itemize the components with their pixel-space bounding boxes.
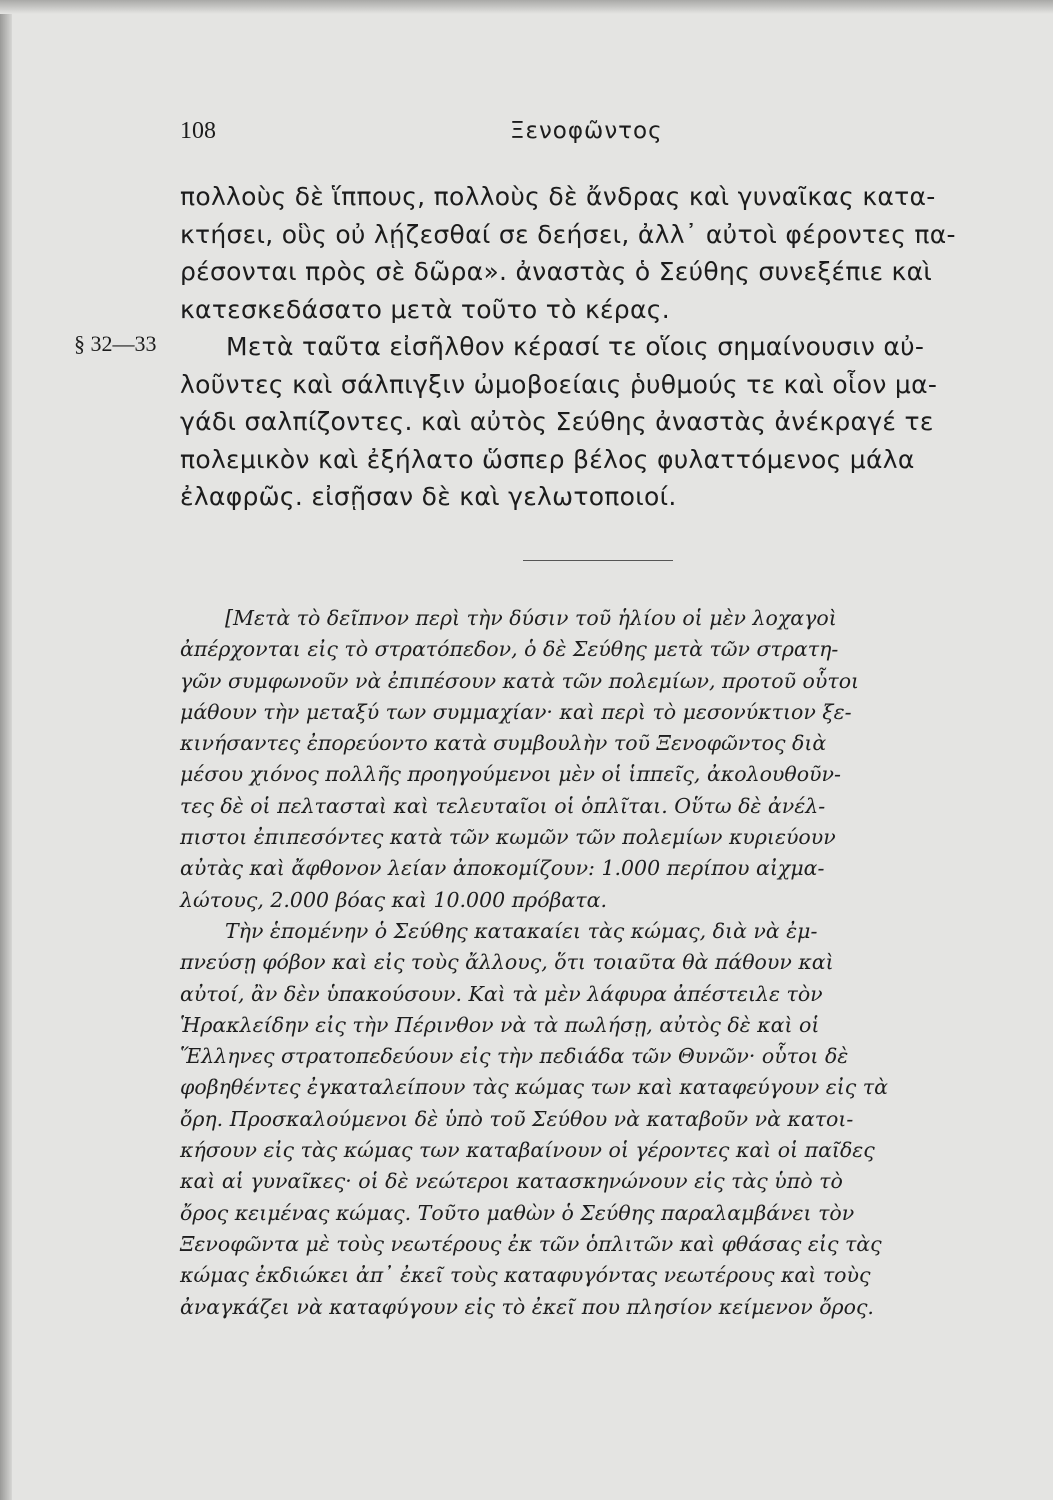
separator-rule — [523, 560, 673, 561]
translation-line: γῶν συμφωνοῦν νὰ ἐπιπέσουν κατὰ τῶν πολεμίων, προτοῦ οὗτοι — [180, 668, 860, 693]
translation-line: αὐτὰς καὶ ἄφθονον λείαν ἀποκομίζουν: 1.000 περίπου αἰχμα- — [180, 856, 825, 881]
page-header — [180, 118, 1030, 158]
translation-line: κώμας ἐκδιώκει ἀπ᾽ ἐκεῖ τοὺς καταφυγόντας νεωτέρους καὶ τοὺς — [180, 1263, 871, 1288]
translation-line: ὄρος κειμένας κώμας. Τοῦτο μαθὼν ὁ Σεύθης παραλαμβάνει τὸν — [180, 1200, 855, 1225]
greek-line: πολεμικὸν καὶ ἐξήλατο ὥσπερ βέλος φυλαττόμενος μάλα — [180, 444, 915, 474]
greek-line: κατεσκεδάσατο μετὰ τοῦτο τὸ κέρας. — [180, 294, 670, 324]
greek-line: κτήσει, οὓς οὐ λῄζεσθαί σε δεήσει, ἀλλ᾽ αὐτοὶ φέροντες πα- — [180, 219, 956, 249]
greek-line: πολλοὺς δὲ ἵππους, πολλοὺς δὲ ἄνδρας καὶ γυναῖκας κατα- — [180, 182, 936, 211]
translation-line: πιστοι ἐπιπεσόντες κατὰ τῶν κωμῶν τῶν πολεμίων κυριεύουν — [180, 825, 836, 850]
running-head: Ξενοφῶντος — [510, 118, 663, 144]
translation-line: λώτους, 2.000 βόας καὶ 10.000 πρόβατα. — [180, 887, 607, 912]
translation-line: Ἡρακλείδην εἰς τὴν Πέρινθον νὰ τὰ πωλήσῃ, αὐτὸς δὲ καὶ οἱ — [180, 1012, 820, 1037]
page-top-edge-shadow — [0, 0, 1053, 14]
translation-line: καὶ αἱ γυναῖκες· οἱ δὲ νεώτεροι κατασκηνώνουν εἰς τὰς ὑπὸ τὸ — [180, 1169, 843, 1194]
section-marker: § 32—33 — [74, 331, 157, 356]
page-number: 108 — [180, 118, 216, 144]
greek-line: γάδι σαλπίζοντες. καὶ αὐτὸς Σεύθης ἀναστὰς ἀνέκραγέ τε — [180, 407, 934, 436]
translation-text — [180, 603, 1030, 1323]
translation-line: πνεύσῃ φόβον καὶ εἰς τοὺς ἄλλους, ὅτι τοιαῦτα θὰ πάθουν καὶ — [180, 950, 834, 975]
translation-line: φοβηθέντες ἐγκαταλείπουν τὰς κώμας των καὶ καταφεύγουν εἰς τὰ — [180, 1075, 888, 1100]
translation-line: κήσουν εἰς τὰς κώμας των καταβαίνουν οἱ γέροντες καὶ οἱ παῖδες — [180, 1138, 875, 1163]
greek-line: ἐλαφρῶς. εἰσῇσαν δὲ καὶ γελωτοποιοί. — [180, 482, 677, 511]
page-left-edge-shadow — [0, 0, 12, 1500]
translation-line: Τὴν ἑπομένην ὁ Σεύθης κατακαίει τὰς κώμας, διὰ νὰ ἐμ- — [225, 918, 818, 943]
translation-line: τες δὲ οἱ πελτασταὶ καὶ τελευταῖοι οἱ ὁπλῖται. Οὕτω δὲ ἀνέλ- — [180, 793, 826, 818]
translation-line: μέσου χιόνος πολλῆς προηγούμενοι μὲν οἱ ἱππεῖς, ἀκολουθοῦν- — [180, 762, 841, 787]
translation-line: Ἕλληνες στρατοπεδεύουν εἰς τὴν πεδιάδα τῶν Θυνῶν· οὗτοι δὲ — [180, 1044, 849, 1069]
translation-line: ἀπέρχονται εἰς τὸ στρατόπεδον, ὁ δὲ Σεύθης μετὰ τῶν στρατη- — [180, 637, 839, 662]
greek-original-text — [180, 178, 1030, 516]
translation-line: ἀναγκάζει νὰ καταφύγουν εἰς τὸ ἐκεῖ που πλησίον κείμενον ὄρος. — [180, 1294, 874, 1319]
greek-line: λοῦντες καὶ σάλπιγξιν ὠμοβοείαις ῥυθμούς τε καὶ οἷον μα- — [180, 369, 938, 399]
greek-line: Μετὰ ταῦτα εἰσῆλθον κέρασί τε οἵοις σημαίνουσιν αὐ- — [226, 332, 925, 361]
translation-line: Ξενοφῶντα μὲ τοὺς νεωτέρους ἐκ τῶν ὁπλιτῶν καὶ φθάσας εἰς τὰς — [180, 1231, 882, 1256]
translation-line: [Μετὰ τὸ δεῖπνον περὶ τὴν δύσιν τοῦ ἡλίου οἱ μὲν λοχαγοὶ — [225, 606, 837, 630]
translation-line: κινήσαντες ἐπορεύοντο κατὰ συμβουλὴν τοῦ Ξενοφῶντος διὰ — [180, 731, 827, 756]
translation-line: αὐτοί, ἂν δὲν ὑπακούσουν. Καὶ τὰ μὲν λάφυρα ἀπέστειλε τὸν — [180, 981, 823, 1006]
translation-line: ὄρη. Προσκαλούμενοι δὲ ὑπὸ τοῦ Σεύθου νὰ καταβοῦν νὰ κατοι- — [180, 1106, 854, 1131]
translation-line: μάθουν τὴν μεταξύ των συμμαχίαν· καὶ περὶ τὸ μεσονύκτιον ξε- — [180, 699, 852, 724]
greek-line: ρέσονται πρὸς σὲ δῶρα». ἀναστὰς ὁ Σεύθης συνεξέπιε καὶ — [180, 257, 933, 286]
